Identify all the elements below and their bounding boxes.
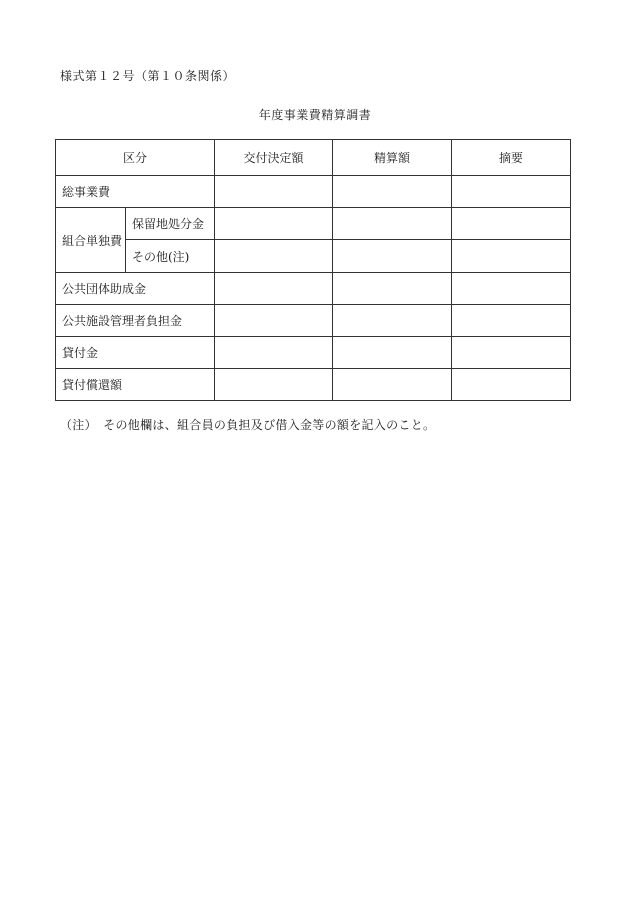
column-header-category: 区分: [56, 140, 215, 176]
table-row: [56, 305, 571, 337]
cell-remarks[interactable]: [452, 208, 571, 240]
column-header-grant-decision-amount: 交付決定額: [215, 140, 333, 176]
table-row: [56, 176, 571, 208]
row-label-total-project-cost: 総事業費: [56, 176, 215, 208]
cell-grant-amount[interactable]: [215, 240, 333, 273]
row-label-facility-manager-share: 公共施設管理者負担金: [56, 305, 215, 337]
row-label-association-group: 組合単独費: [56, 208, 126, 273]
form-number: 様式第１２号（第１０条関係）: [60, 69, 236, 83]
table-header-row: [56, 140, 571, 176]
cell-remarks[interactable]: [452, 273, 571, 305]
cell-settlement-amount[interactable]: [333, 337, 452, 369]
table-row: [56, 337, 571, 369]
cell-settlement-amount[interactable]: [333, 273, 452, 305]
cell-remarks[interactable]: [452, 240, 571, 273]
cell-settlement-amount[interactable]: [333, 208, 452, 240]
table-row: [56, 369, 571, 401]
table-row: [56, 240, 571, 273]
cell-remarks[interactable]: [452, 305, 571, 337]
cell-grant-amount[interactable]: [215, 337, 333, 369]
cell-settlement-amount[interactable]: [333, 240, 452, 273]
cell-settlement-amount[interactable]: [333, 176, 452, 208]
table-row: [56, 273, 571, 305]
cell-grant-amount[interactable]: [215, 208, 333, 240]
cell-grant-amount[interactable]: [215, 305, 333, 337]
footnote: （注） その他欄は、組合員の負担及び借入金等の額を記入のこと。: [60, 418, 436, 432]
cell-grant-amount[interactable]: [215, 176, 333, 208]
cell-settlement-amount[interactable]: [333, 369, 452, 401]
cell-remarks[interactable]: [452, 176, 571, 208]
cell-remarks[interactable]: [452, 369, 571, 401]
row-label-loan-repayment: 貸付償還額: [56, 369, 215, 401]
column-header-settlement-amount: 精算額: [333, 140, 452, 176]
row-label-loan: 貸付金: [56, 337, 215, 369]
cell-settlement-amount[interactable]: [333, 305, 452, 337]
cell-remarks[interactable]: [452, 337, 571, 369]
row-label-reserved-land-sales: 保留地処分金: [126, 208, 215, 240]
document-title: 年度事業費精算調書: [258, 108, 372, 122]
cell-grant-amount[interactable]: [215, 273, 333, 305]
settlement-table: [55, 139, 571, 401]
column-header-remarks: 摘要: [452, 140, 571, 176]
table-row: [56, 208, 571, 240]
row-label-public-subsidy: 公共団体助成金: [56, 273, 215, 305]
row-label-other-note: その他(注): [126, 240, 215, 273]
cell-grant-amount[interactable]: [215, 369, 333, 401]
